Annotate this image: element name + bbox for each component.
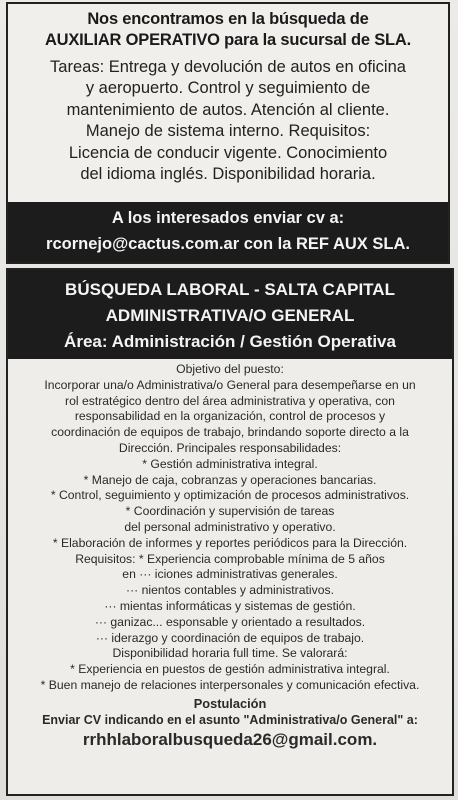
ad2-line: * Manejo de caja, cobranzas y operaciones bancarias. <box>83 472 377 487</box>
ad1-body <box>8 57 448 185</box>
ad2-title: BÚSQUEDA LABORAL - SALTA CAPITAL <box>65 280 395 299</box>
ad1-contact-band <box>8 202 448 262</box>
ad2-position: ADMINISTRATIVA/O GENERAL <box>105 306 355 325</box>
ad1-body-line: Manejo de sistema interno. Requisitos: <box>85 122 371 141</box>
ad2-line: ··· nientos contables y administrativos. <box>126 583 334 598</box>
ad2-line: Dirección. Principales responsabilidades: <box>118 440 342 455</box>
ad2-line: * Buen manejo de relaciones interpersonales y comunicación efectiva. <box>40 677 420 692</box>
ad1-body-line: Licencia de conducir vigente. Conocimiento <box>68 143 388 162</box>
ad2-area: Área: Administración / Gestión Operativa <box>64 332 396 351</box>
ad1-body-line: y aeropuerto. Control y seguimiento de <box>85 79 371 98</box>
ad2-contact-email: rrhhlaboralbusqueda26@gmail.com. <box>82 729 378 749</box>
ad2-postulacion-instruction: Enviar CV indicando en el asunto "Administrativa/o General" a: <box>42 712 418 727</box>
ad1-heading-line: Nos encontramos en la búsqueda de <box>87 10 369 28</box>
ad2-line: Objetivo del puesto: <box>176 362 284 376</box>
ad2-line: ··· mientas informáticas y sistemas de gestión. <box>104 598 356 613</box>
ad2-line: * Control, seguimiento y optimización de procesos administrativos. <box>50 488 410 503</box>
ad2-postulacion-heading: Postulación <box>193 695 267 711</box>
ad2-line: en ··· iciones administrativas generales. <box>122 567 338 582</box>
ad1-body-line: Tareas: Entrega y devolución de autos en oficina <box>50 58 406 76</box>
ad2-line: rol estratégico dentro del área administrativa y operativa, con <box>65 393 395 408</box>
ad1-body-line: del idioma inglés. Disponibilidad horaria. <box>80 165 376 184</box>
ad2-line: Requisitos: * Experiencia comprobable mínima de 5 años <box>75 551 385 566</box>
ad2-line: coordinación de equipos de trabajo, brindando soporte directo a la <box>51 425 409 440</box>
ad2-line: ··· ganizac... esponsable y orientado a resultados. <box>94 614 366 629</box>
ad2-line: responsabilidad en la organización, control de procesos y <box>74 409 386 424</box>
ad2-line: ··· iderazgo y coordinación de equipos de trabajo. <box>95 630 365 645</box>
ad2-line: * Coordinación y supervisión de tareas <box>125 504 335 519</box>
classified-ad-auxiliar-operativo <box>6 2 450 264</box>
ad2-line: * Elaboración de informes y reportes periódicos para la Dirección. <box>52 535 408 550</box>
ad2-line: Incorporar una/o Administrativa/o General para desempeñarse en un <box>44 377 416 392</box>
ad1-contact-email: rcornejo@cactus.com.ar con la REF AUX SLA. <box>46 235 410 253</box>
ad2-line: Disponibilidad horaria full time. Se valorará: <box>112 646 348 661</box>
ad1-contact-line: A los interesados enviar cv a: <box>111 209 345 227</box>
ad2-line: * Gestión administrativa integral. <box>142 456 318 471</box>
ad1-body-line: mantenimiento de autos. Atención al cliente. <box>66 100 390 119</box>
ad2-line: del personal administrativo y operativo. <box>124 519 336 534</box>
ad2-header <box>8 270 452 359</box>
ad2-body <box>8 359 452 752</box>
ad2-line: * Experiencia en puestos de gestión administrativa integral. <box>70 662 390 677</box>
ad1-heading <box>8 9 448 51</box>
ad1-heading-line: AUXILIAR OPERATIVO para la sucursal de SLA. <box>44 31 412 49</box>
classified-ad-administrativa-general <box>6 268 454 796</box>
